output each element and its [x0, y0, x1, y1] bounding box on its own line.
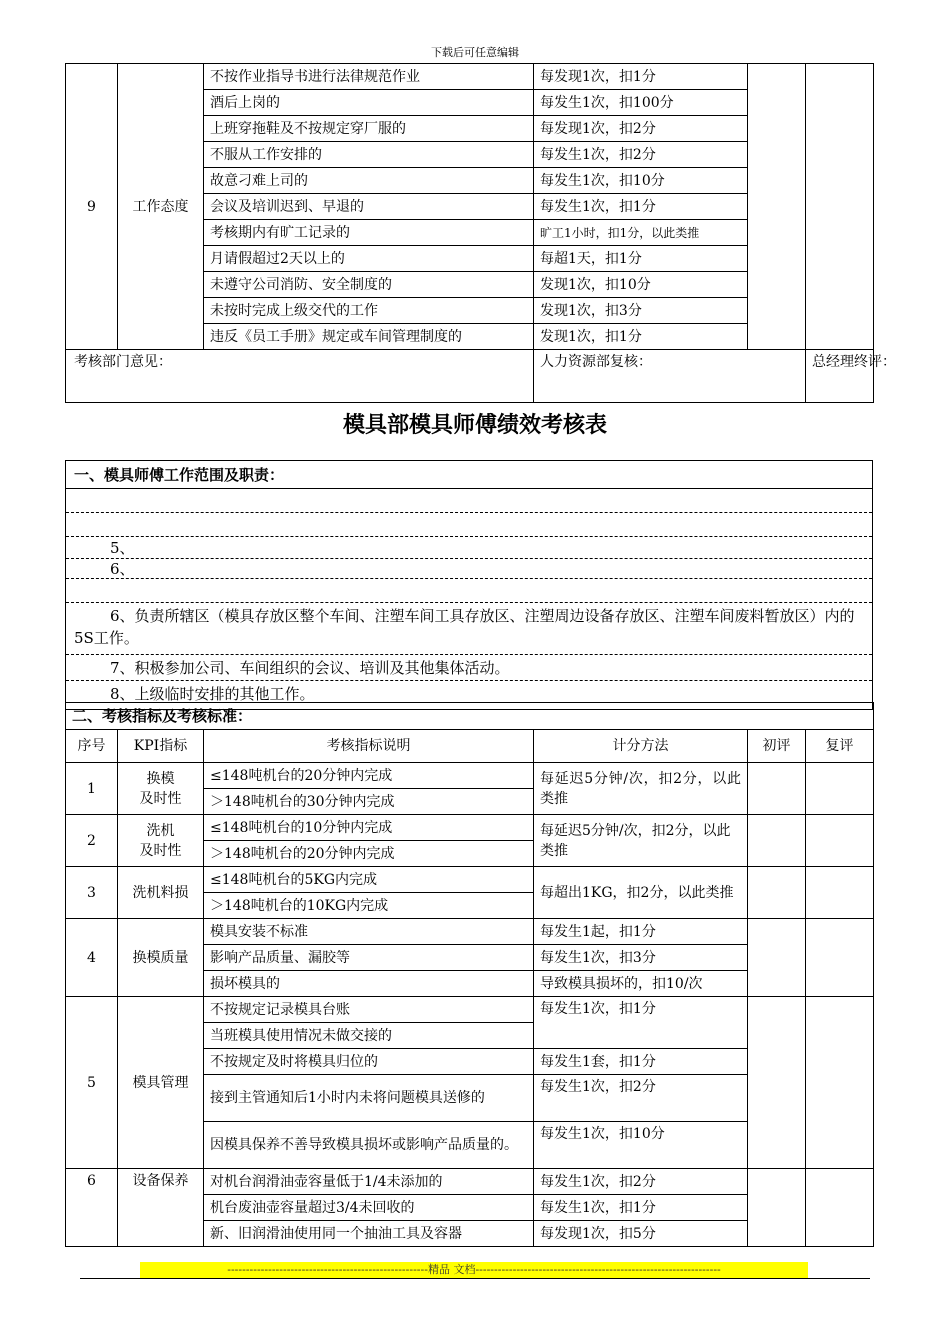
- gm-review-label: 总经理终评：: [812, 354, 896, 370]
- gm-review-cell[interactable]: [806, 350, 896, 403]
- desc-cell: ≤148吨机台的10分钟内完成: [204, 815, 534, 841]
- method-cell: 每发生1次，扣100分: [534, 90, 748, 116]
- method-cell: 导致模具损坏的，扣10/次: [534, 971, 748, 997]
- col-review: 复评: [806, 730, 874, 763]
- duty-line: [66, 513, 872, 537]
- desc-cell: 当班模具使用情况未做交接的: [204, 1023, 534, 1049]
- desc-cell: 不按规定及时将模具归位的: [204, 1049, 534, 1075]
- attitude-table: [65, 63, 896, 403]
- method-cell: 每发现1次，扣5分: [534, 1221, 748, 1247]
- page-title: 模具部模具师傅绩效考核表: [342, 412, 607, 438]
- initial-score-cell[interactable]: [748, 919, 806, 997]
- desc-cell: 违反《员工手册》规定或车间管理制度的: [204, 324, 534, 350]
- method-cell: 每发生1起，扣1分: [534, 919, 748, 945]
- desc-cell: 影响产品质量、漏胶等: [204, 945, 534, 971]
- desc-cell: 不按作业指导书进行法律规范作业: [204, 64, 534, 90]
- col-kpi: KPI指标: [118, 730, 204, 763]
- kpi-cell: 换模 及时性: [118, 763, 204, 815]
- duty-line: 8、上级临时安排的其他工作。: [110, 685, 315, 703]
- review-score-cell[interactable]: [806, 815, 874, 867]
- duty-line: 6、负责所辖区（模具存放区整个车间、注塑车间工具存放区、注塑周边设备存放区、注塑车间废料暂放区）内的5S工作。: [66, 603, 872, 655]
- kpi-cell: 洗机料损: [118, 867, 204, 919]
- method-cell: 发现1次，扣10分: [534, 272, 748, 298]
- review-score-cell[interactable]: [806, 867, 874, 919]
- duties-heading: 一、模具师傅工作范围及职责：: [66, 461, 872, 489]
- method-cell: 每发生1次，扣2分: [534, 1075, 748, 1122]
- method-cell: 发现1次，扣1分: [534, 324, 748, 350]
- review-score-cell[interactable]: [806, 1169, 874, 1247]
- method-cell: 每延迟5分钟/次，扣2分，以此类推: [534, 763, 748, 815]
- desc-cell: 因模具保养不善导致模具损坏或影响产品质量的。: [204, 1122, 534, 1169]
- col-initial: 初评: [748, 730, 806, 763]
- initial-score-cell[interactable]: [748, 815, 806, 867]
- method-cell: 每发生1次，扣10分: [534, 168, 748, 194]
- duty-line: 6、: [66, 559, 872, 579]
- method-cell: 每发生1次，扣10分: [534, 1122, 748, 1169]
- duty-line: [66, 489, 872, 513]
- kpi-cell: 工作态度: [118, 64, 204, 350]
- desc-cell: 酒后上岗的: [204, 90, 534, 116]
- desc-cell: 模具安装不标准: [204, 919, 534, 945]
- desc-cell: 故意刁难上司的: [204, 168, 534, 194]
- desc-cell: 不服从工作安排的: [204, 142, 534, 168]
- desc-cell: 损坏模具的: [204, 971, 534, 997]
- seq-cell: 1: [66, 763, 118, 815]
- initial-score-cell[interactable]: [748, 1169, 806, 1247]
- seq-cell: 5: [66, 997, 118, 1169]
- desc-cell: 会议及培训迟到、早退的: [204, 194, 534, 220]
- desc-cell: ＞148吨机台的10KG内完成: [204, 893, 534, 919]
- seq-cell: 4: [66, 919, 118, 997]
- review-score-cell[interactable]: [806, 64, 874, 350]
- method-cell: 发现1次，扣3分: [534, 298, 748, 324]
- kpi-cell: 设备保养: [118, 1169, 204, 1247]
- dept-opinion-label: 考核部门意见：: [74, 354, 172, 370]
- kpi-table: [65, 702, 874, 1247]
- header-note: 下载后可任意编辑: [431, 46, 519, 59]
- kpi-cell: 模具管理: [118, 997, 204, 1169]
- hr-review-label: 人力资源部复核：: [540, 354, 652, 370]
- seq-cell: 9: [66, 64, 118, 350]
- desc-cell: 上班穿拖鞋及不按规定穿厂服的: [204, 116, 534, 142]
- duties-section: [65, 460, 873, 710]
- method-cell: 每发生1次，扣1分: [534, 997, 748, 1049]
- method-cell: 每超出1KG，扣2分，以此类推: [534, 867, 748, 919]
- initial-score-cell[interactable]: [748, 763, 806, 815]
- seq-cell: 2: [66, 815, 118, 867]
- method-cell: 每发生1次，扣1分: [534, 1195, 748, 1221]
- initial-score-cell[interactable]: [748, 997, 806, 1169]
- desc-cell: ＞148吨机台的30分钟内完成: [204, 789, 534, 815]
- review-score-cell[interactable]: [806, 997, 874, 1169]
- initial-score-cell[interactable]: [748, 867, 806, 919]
- footer-banner: ------------------------------------------------------精品 文档------------------------------------------------------------------: [140, 1262, 808, 1278]
- desc-cell: 未遵守公司消防、安全制度的: [204, 272, 534, 298]
- seq-cell: 6: [66, 1169, 118, 1247]
- footer-divider: [80, 1278, 870, 1279]
- method-cell: 每发生1套，扣1分: [534, 1049, 748, 1075]
- method-cell: 每发现1次，扣1分: [534, 64, 748, 90]
- desc-cell: ≤148吨机台的5KG内完成: [204, 867, 534, 893]
- initial-score-cell[interactable]: [748, 64, 806, 350]
- method-cell: 每发生1次，扣2分: [534, 142, 748, 168]
- method-cell: 每超1天，扣1分: [534, 246, 748, 272]
- method-cell: 每延迟5分钟/次，扣2分，以此类推: [534, 815, 748, 867]
- desc-cell: 未按时完成上级交代的工作: [204, 298, 534, 324]
- col-method: 计分方法: [534, 730, 748, 763]
- hr-review-cell[interactable]: [534, 350, 806, 403]
- duty-line: 7、积极参加公司、车间组织的会议、培训及其他集体活动。: [66, 655, 872, 681]
- dept-opinion-cell[interactable]: [66, 350, 534, 403]
- method-cell: 旷工1小时，扣1分，以此类推: [534, 220, 748, 246]
- kpi-cell: 洗机 及时性: [118, 815, 204, 867]
- desc-cell: 新、旧润滑油使用同一个抽油工具及容器: [204, 1221, 534, 1247]
- method-cell: 每发现1次，扣2分: [534, 116, 748, 142]
- desc-cell: 考核期内有旷工记录的: [204, 220, 534, 246]
- duty-line: [66, 579, 872, 603]
- desc-cell: 不按规定记录模具台账: [204, 997, 534, 1023]
- kpi-heading: 二、考核指标及考核标准：: [66, 703, 874, 730]
- review-score-cell[interactable]: [806, 763, 874, 815]
- desc-cell: 接到主管通知后1小时内未将问题模具送修的: [204, 1075, 534, 1122]
- desc-cell: ≤148吨机台的20分钟内完成: [204, 763, 534, 789]
- review-score-cell[interactable]: [806, 919, 874, 997]
- duty-line: 5、: [66, 537, 872, 559]
- method-cell: 每发生1次，扣3分: [534, 945, 748, 971]
- desc-cell: 对机台润滑油壶容量低于1/4未添加的: [204, 1169, 534, 1195]
- seq-cell: 3: [66, 867, 118, 919]
- kpi-cell: 换模质量: [118, 919, 204, 997]
- desc-cell: 机台废油壶容量超过3/4未回收的: [204, 1195, 534, 1221]
- col-seq: 序号: [66, 730, 118, 763]
- desc-cell: ＞148吨机台的20分钟内完成: [204, 841, 534, 867]
- col-desc: 考核指标说明: [204, 730, 534, 763]
- desc-cell: 月请假超过2天以上的: [204, 246, 534, 272]
- method-cell: 每发生1次，扣2分: [534, 1169, 748, 1195]
- method-cell: 每发生1次，扣1分: [534, 194, 748, 220]
